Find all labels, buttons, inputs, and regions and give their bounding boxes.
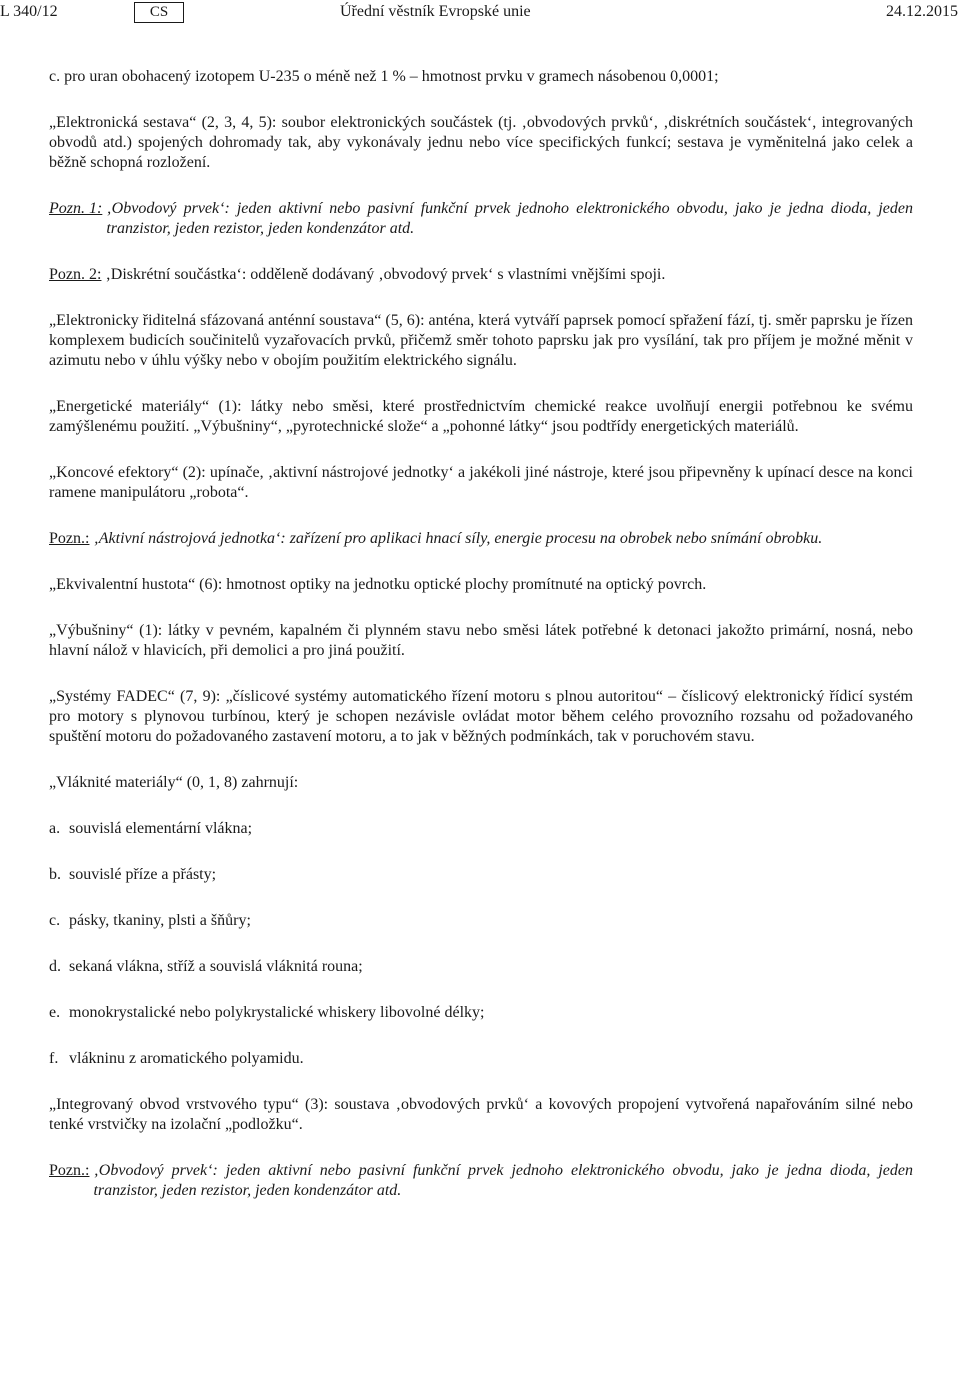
definition-fadec: „Systémy FADEC“ (7, 9): „číslicové systémy automatického řízení motoru s plnou autoritou“ – číslicový elektronický řídicí systém pro motory s plynovou turbínou, který je schopen nezávisle ovládat motor během celého provozního rozsahu od požadovaného spuštění motoru do požadovaného zastavení motoru, a to jak v běžných podmínkách, tak v poruchovém stavu. <box>49 688 913 745</box>
note-end-effectors <box>49 529 913 549</box>
note-1 <box>49 199 913 239</box>
journal-title: Úřední věstník Evropské unie <box>340 3 531 20</box>
publication-date: 24.12.2015 <box>886 3 958 20</box>
language-code-box: CS <box>134 2 184 23</box>
definition-equivalent-density: „Ekvivalentní hustota“ (6): hmotnost optiky na jednotku optické plochy promítnuté na optický povrch. <box>49 576 707 593</box>
definition-electronic-assembly: „Elektronická sestava“ (2, 3, 4, 5): soubor elektronických součástek (tj. ‚obvodových prvků‘, ‚diskrétních součástek‘, integrovaných obvodů atd.) spojených dohromady tak, aby vykonávaly jednu nebo více specifických funkcí; sestava je vyměnitelná jako celek a běžně schopná rozložení. <box>49 114 913 171</box>
definition-phased-array: „Elektronicky řiditelná sfázovaná anténní soustava“ (5, 6): anténa, která vytváří paprsek pomocí spřažení fází, tj. směr paprsku je řízen komplexem budicích součinitelů vyzařovacích prvků, přičemž směr tohoto paprsku jak pro vysílání, tak pro příjem je možné měnit v azimutu nebo v úhlu výšky nebo v obojím použitím elektrického signálu. <box>49 312 913 369</box>
note-text: ‚Diskrétní součástka‘: odděleně dodávaný ‚obvodový prvek‘ s vlastními vnějšími spoji. <box>105 266 666 283</box>
note-label: Pozn.: <box>49 530 90 547</box>
paragraph-uranium-item: c. pro uran obohacený izotopem U-235 o méně než 1 % – hmotnost prvku v gramech násobenou 0,0001; <box>49 68 719 85</box>
definition-film-integrated-circuit: „Integrovaný obvod vrstvového typu“ (3): soustava ‚obvodových prvků‘ a kovových propojení vytvořená napařováním silné nebo tenké vrstvičky na izolační „podložku“. <box>49 1096 913 1133</box>
note-label: Pozn.: <box>49 1162 90 1179</box>
list-item: d. sekaná vlákna, stříž a souvislá vláknitá rouna; <box>49 958 363 975</box>
definition-fibrous-materials: „Vláknité materiály“ (0, 1, 8) zahrnují: <box>49 774 299 791</box>
definition-energetic-materials: „Energetické materiály“ (1): látky nebo směsi, které prostřednictvím chemické reakce uvolňují energii potřebnou ke svému zamýšlenému použití. „Výbušniny“, „pyrotechnické slože“ a „pohonné látky“ jsou podtřídy energetických materiálů. <box>49 398 913 435</box>
note-text: ‚Obvodový prvek‘: jeden aktivní nebo pasivní funkční prvek jednoho elektronického obvodu, jako je jedna dioda, jeden tranzistor, jeden rezistor, jeden kondenzátor atd. <box>106 200 913 237</box>
definition-end-effectors: „Koncové efektory“ (2): upínače, ‚aktivní nástrojové jednotky‘ a jakékoli jiné nástroje, které jsou připevněny k upínací desce na konci ramene manipulátoru „robota“. <box>49 464 913 501</box>
list-item: c. pásky, tkaniny, plsti a šňůry; <box>49 912 251 929</box>
list-item: b. souvislé příze a přásty; <box>49 866 217 883</box>
note-label: Pozn. 1: <box>49 200 103 217</box>
list-item: e. monokrystalické nebo polykrystalické whiskery libovolné délky; <box>49 1004 485 1021</box>
note-text: ‚Aktivní nástrojová jednotka‘: zařízení pro aplikaci hnací síly, energie procesu na obrobek nebo snímání obrobku. <box>93 530 823 547</box>
note-text: ‚Obvodový prvek‘: jeden aktivní nebo pasivní funkční prvek jednoho elektronického obvodu, jako je jedna dioda, jeden tranzistor, jeden rezistor, jeden kondenzátor atd. <box>93 1162 913 1199</box>
note-label: Pozn. 2: <box>49 266 102 283</box>
note-circuit-element <box>49 1161 913 1201</box>
list-item: f. vlákninu z aromatického polyamidu. <box>49 1050 304 1067</box>
document-body <box>49 67 913 1201</box>
page-header <box>0 3 960 27</box>
definition-explosives: „Výbušniny“ (1): látky v pevném, kapalném či plynném stavu nebo směsi látek potřebné k detonaci jakožto primární, nosná, nebo hlavní nálož v hlavicích, při demolici a pro jiná použití. <box>49 622 913 659</box>
page-reference: L 340/12 <box>0 3 58 20</box>
list-item: a. souvislá elementární vlákna; <box>49 820 253 837</box>
note-2 <box>49 265 913 285</box>
